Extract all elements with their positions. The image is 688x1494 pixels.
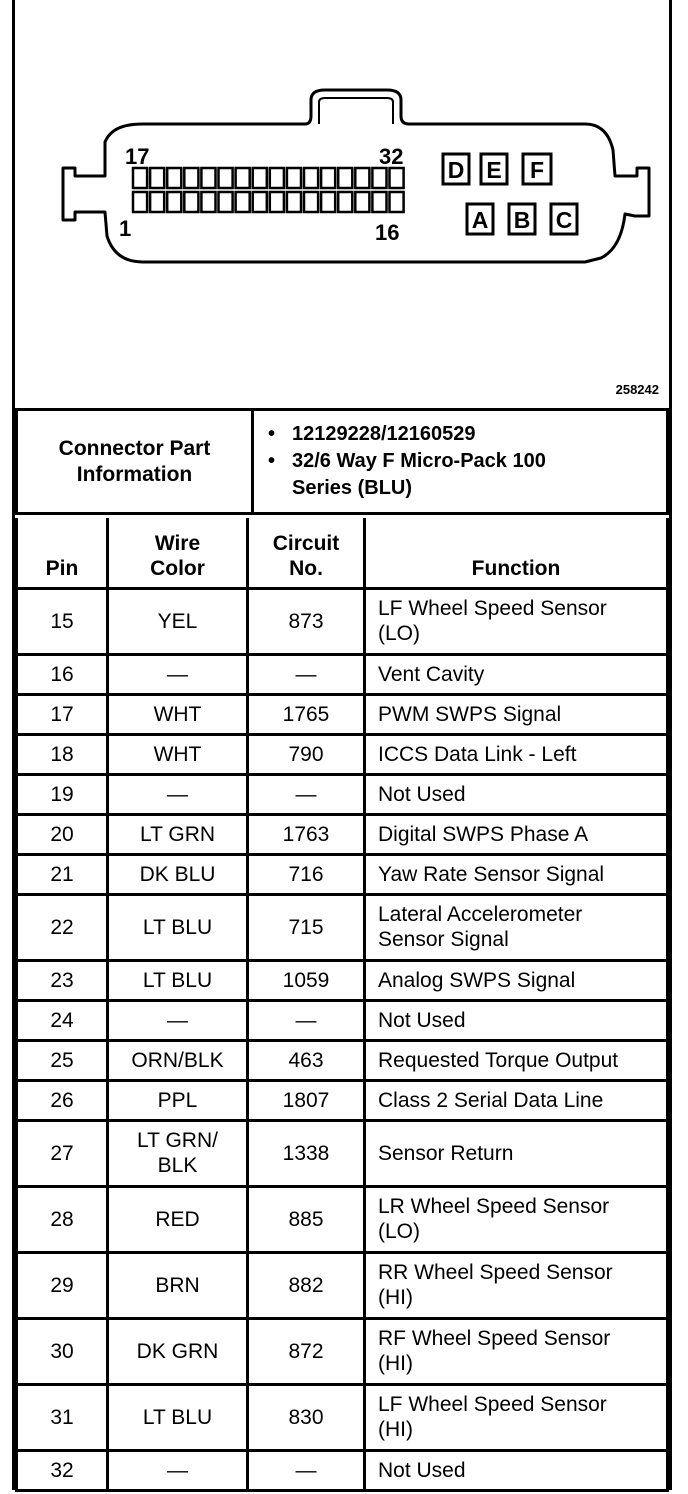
header-wire-color: Wire Color bbox=[108, 518, 248, 588]
pin-cell: 22 bbox=[17, 894, 108, 960]
table-row bbox=[17, 1080, 668, 1120]
function-cell: Not Used bbox=[365, 1000, 668, 1040]
function-cell: Digital SWPS Phase A bbox=[365, 814, 668, 854]
wire-color-cell: ORN/BLK bbox=[108, 1040, 248, 1080]
connector-info-label-line1: Connector Part bbox=[58, 436, 211, 460]
table-row bbox=[17, 814, 668, 854]
pin-cell: 24 bbox=[17, 1000, 108, 1040]
table-row bbox=[17, 588, 668, 654]
wire-color-cell: RED bbox=[108, 1186, 248, 1252]
pin-cell: 25 bbox=[17, 1040, 108, 1080]
cavity-label-f: F bbox=[529, 157, 545, 183]
connector-info-label bbox=[17, 410, 253, 514]
wire-color-cell: LT BLU bbox=[108, 894, 248, 960]
pin-cavity-bottom bbox=[304, 192, 318, 212]
circuit-cell: 1765 bbox=[248, 694, 365, 734]
wire-color-cell: LT GRN bbox=[108, 814, 248, 854]
pin-cavity-top bbox=[287, 168, 301, 188]
pin-cell: 16 bbox=[17, 654, 108, 694]
connector-info-table bbox=[15, 408, 669, 515]
table-row bbox=[17, 960, 668, 1000]
large-cavity-d bbox=[443, 154, 469, 184]
circuit-cell: 872 bbox=[248, 1318, 365, 1384]
header-pin: Pin bbox=[17, 518, 108, 588]
function-cell: Not Used bbox=[365, 774, 668, 814]
pin-label-32: 32 bbox=[379, 144, 404, 169]
pin-cavity-top bbox=[355, 168, 369, 188]
circuit-cell: 873 bbox=[248, 588, 365, 654]
function-cell: ICCS Data Link - Left bbox=[365, 734, 668, 774]
pin-cavity-bottom bbox=[355, 192, 369, 212]
wire-color-cell: LT GRN/ BLK bbox=[108, 1120, 248, 1186]
function-cell: Class 2 Serial Data Line bbox=[365, 1080, 668, 1120]
circuit-cell: — bbox=[248, 1000, 365, 1040]
wire-color-cell: — bbox=[108, 654, 248, 694]
pin-cell: 30 bbox=[17, 1318, 108, 1384]
wire-color-cell: LT BLU bbox=[108, 1384, 248, 1450]
table-row bbox=[17, 1252, 668, 1318]
connector-info-values bbox=[253, 410, 668, 514]
table-row bbox=[17, 1120, 668, 1186]
cavity-label-e: E bbox=[486, 157, 502, 183]
pin-cavity-top bbox=[390, 168, 404, 188]
table-row bbox=[17, 734, 668, 774]
function-cell: Analog SWPS Signal bbox=[365, 960, 668, 1000]
table-row bbox=[17, 694, 668, 734]
pin-cavity-bottom bbox=[219, 192, 233, 212]
wire-color-cell: DK BLU bbox=[108, 854, 248, 894]
circuit-cell: — bbox=[248, 774, 365, 814]
pin-cavity-rows bbox=[133, 168, 404, 212]
header-function: Function bbox=[365, 518, 668, 588]
connector-part-numbers: • 12129228/12160529 bbox=[292, 421, 666, 448]
function-cell: PWM SWPS Signal bbox=[365, 694, 668, 734]
large-cavity-b bbox=[509, 204, 535, 234]
table-row bbox=[17, 894, 668, 960]
pin-cavity-bottom bbox=[372, 192, 386, 212]
figure-id: 258242 bbox=[615, 382, 659, 397]
table-row bbox=[17, 854, 668, 894]
cavity-label-a: A bbox=[471, 207, 489, 233]
pin-cavity-top bbox=[219, 168, 233, 188]
circuit-cell: — bbox=[248, 654, 365, 694]
circuit-cell: 463 bbox=[248, 1040, 365, 1080]
pin-cavity-bottom bbox=[133, 192, 147, 212]
pin-label-1: 1 bbox=[119, 216, 132, 241]
circuit-cell: 790 bbox=[248, 734, 365, 774]
large-cavity-c bbox=[551, 204, 577, 234]
table-row bbox=[17, 1384, 668, 1450]
pin-cavity-bottom bbox=[287, 192, 301, 212]
header-circuit-no: Circuit No. bbox=[248, 518, 365, 588]
pin-cavity-top bbox=[372, 168, 386, 188]
pin-cavity-top bbox=[184, 168, 198, 188]
pin-cavity-bottom bbox=[150, 192, 164, 212]
function-cell: Yaw Rate Sensor Signal bbox=[365, 854, 668, 894]
wire-color-cell: WHT bbox=[108, 734, 248, 774]
circuit-cell: 1059 bbox=[248, 960, 365, 1000]
pin-cavity-top bbox=[270, 168, 284, 188]
function-cell: LF Wheel Speed Sensor (LO) bbox=[365, 588, 668, 654]
pinout-rows bbox=[17, 588, 668, 1490]
pin-cavity-bottom bbox=[338, 192, 352, 212]
table-row bbox=[17, 1186, 668, 1252]
pin-cell: 28 bbox=[17, 1186, 108, 1252]
function-cell: Vent Cavity bbox=[365, 654, 668, 694]
pin-cavity-bottom bbox=[236, 192, 250, 212]
cavity-label-c: C bbox=[555, 207, 573, 233]
connector-sheet bbox=[12, 0, 672, 1490]
pin-cavity-bottom bbox=[321, 192, 335, 212]
connector-face-drawing bbox=[15, 0, 669, 408]
large-cavity-f bbox=[523, 154, 551, 184]
wire-color-cell: — bbox=[108, 1450, 248, 1490]
pin-cavity-bottom bbox=[167, 192, 181, 212]
latch-tab bbox=[319, 98, 393, 124]
pin-cell: 27 bbox=[17, 1120, 108, 1186]
function-cell: Requested Torque Output bbox=[365, 1040, 668, 1080]
table-row bbox=[17, 1318, 668, 1384]
function-cell: Not Used bbox=[365, 1450, 668, 1490]
pin-cavity-bottom bbox=[270, 192, 284, 212]
circuit-cell: 1807 bbox=[248, 1080, 365, 1120]
pin-cavity-top bbox=[201, 168, 215, 188]
pin-cell: 15 bbox=[17, 588, 108, 654]
wire-color-cell: DK GRN bbox=[108, 1318, 248, 1384]
circuit-cell: 715 bbox=[248, 894, 365, 960]
connector-description: • 32/6 Way F Micro-Pack 100 Series (BLU) bbox=[292, 448, 592, 502]
wire-color-cell: PPL bbox=[108, 1080, 248, 1120]
circuit-cell: 882 bbox=[248, 1252, 365, 1318]
pin-cavity-top bbox=[167, 168, 181, 188]
pin-cavity-top bbox=[133, 168, 147, 188]
circuit-cell: 885 bbox=[248, 1186, 365, 1252]
cavity-label-b: B bbox=[513, 207, 531, 233]
wire-color-cell: — bbox=[108, 1000, 248, 1040]
pin-cell: 21 bbox=[17, 854, 108, 894]
large-cavity-e bbox=[481, 154, 507, 184]
wire-color-cell: YEL bbox=[108, 588, 248, 654]
table-row bbox=[17, 774, 668, 814]
function-cell: LF Wheel Speed Sensor (HI) bbox=[365, 1384, 668, 1450]
pin-cavity-top bbox=[304, 168, 318, 188]
circuit-cell: — bbox=[248, 1450, 365, 1490]
wire-color-cell: BRN bbox=[108, 1252, 248, 1318]
large-cavity-a bbox=[467, 204, 493, 234]
pin-cavity-bottom bbox=[253, 192, 267, 212]
pin-cavity-bottom bbox=[184, 192, 198, 212]
table-row bbox=[17, 1450, 668, 1490]
pin-cell: 19 bbox=[17, 774, 108, 814]
connector-info-label-line2: Information bbox=[76, 462, 193, 486]
pin-cavity-top bbox=[236, 168, 250, 188]
cavity-label-d: D bbox=[447, 157, 465, 183]
pinout-table bbox=[15, 518, 669, 1492]
function-cell: RR Wheel Speed Sensor (HI) bbox=[365, 1252, 668, 1318]
function-cell: Sensor Return bbox=[365, 1120, 668, 1186]
pin-cell: 26 bbox=[17, 1080, 108, 1120]
pin-cavity-top bbox=[150, 168, 164, 188]
pin-cavity-top bbox=[253, 168, 267, 188]
connector-diagram bbox=[15, 0, 669, 408]
pin-label-17: 17 bbox=[125, 144, 150, 169]
pin-cell: 18 bbox=[17, 734, 108, 774]
table-row bbox=[17, 1040, 668, 1080]
pin-cell: 20 bbox=[17, 814, 108, 854]
pin-cavity-top bbox=[321, 168, 335, 188]
table-row bbox=[17, 1000, 668, 1040]
pin-cavity-top bbox=[338, 168, 352, 188]
function-cell: RF Wheel Speed Sensor (HI) bbox=[365, 1318, 668, 1384]
wire-color-cell: — bbox=[108, 774, 248, 814]
circuit-cell: 716 bbox=[248, 854, 365, 894]
circuit-cell: 1338 bbox=[248, 1120, 365, 1186]
function-cell: Lateral Accelerometer Sensor Signal bbox=[365, 894, 668, 960]
pin-cell: 31 bbox=[17, 1384, 108, 1450]
function-cell: LR Wheel Speed Sensor (LO) bbox=[365, 1186, 668, 1252]
pin-cavity-bottom bbox=[201, 192, 215, 212]
wire-color-cell: WHT bbox=[108, 694, 248, 734]
pin-label-16: 16 bbox=[375, 220, 400, 245]
pin-cell: 32 bbox=[17, 1450, 108, 1490]
table-row bbox=[17, 654, 668, 694]
circuit-cell: 1763 bbox=[248, 814, 365, 854]
pin-cavity-bottom bbox=[390, 192, 404, 212]
pin-cell: 17 bbox=[17, 694, 108, 734]
pin-cell: 23 bbox=[17, 960, 108, 1000]
wire-color-cell: LT BLU bbox=[108, 960, 248, 1000]
pin-cell: 29 bbox=[17, 1252, 108, 1318]
circuit-cell: 830 bbox=[248, 1384, 365, 1450]
